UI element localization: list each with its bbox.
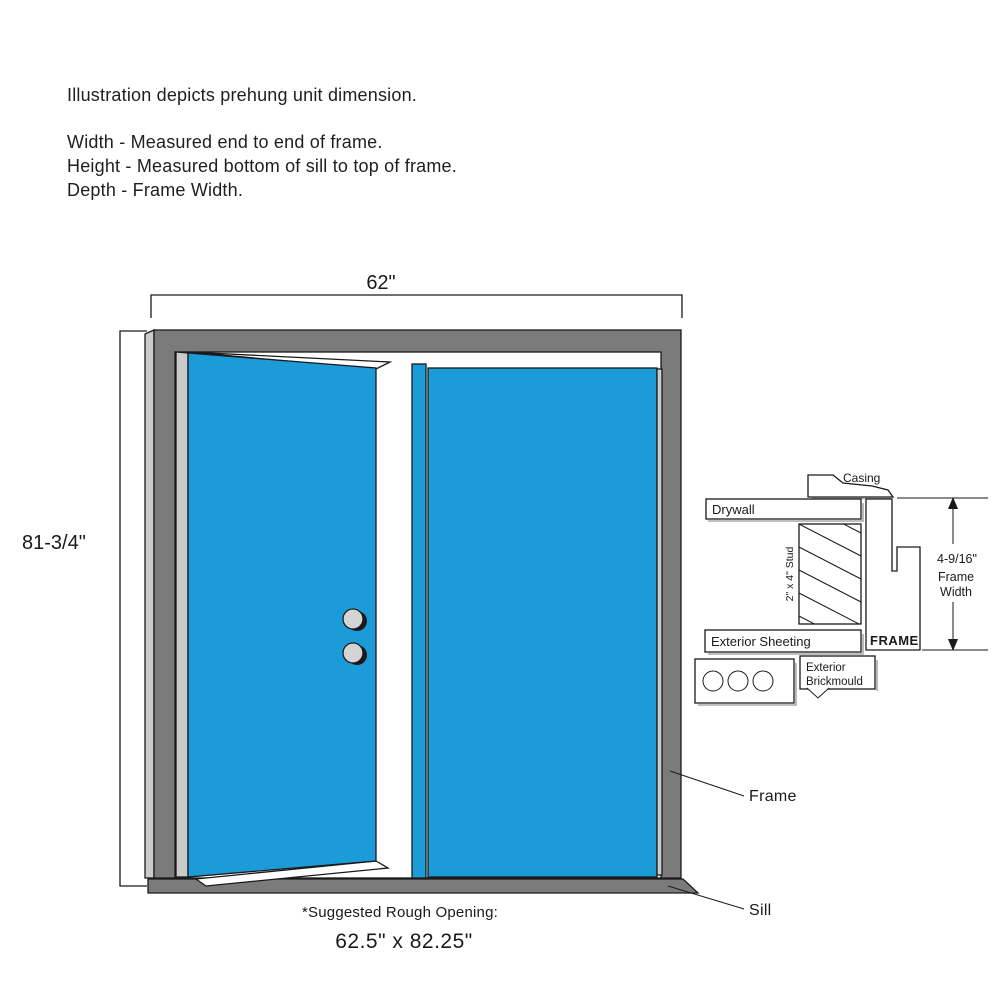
door-right-closed xyxy=(428,368,657,877)
brickmould-pointer-fill xyxy=(807,688,829,699)
rough-opening xyxy=(302,904,498,953)
deadbolt-knob xyxy=(343,609,363,629)
brickmould-profile-box xyxy=(695,659,794,703)
description-height: Height - Measured bottom of sill to top of frame. xyxy=(67,156,457,176)
astragal xyxy=(412,364,426,878)
open-door-hinge-edge xyxy=(176,352,188,877)
frame-callout-label: Frame xyxy=(749,788,797,805)
frame-width-value: 4-9/16" xyxy=(937,552,977,566)
frame-left-bevel xyxy=(145,330,154,878)
arrow-up-icon xyxy=(948,497,958,509)
callouts xyxy=(668,771,797,919)
frame-profile xyxy=(866,499,920,650)
brickmould-label-line1: Exterior xyxy=(806,662,846,674)
prehung-unit xyxy=(145,330,698,893)
rough-opening-caption: *Suggested Rough Opening: xyxy=(302,904,498,921)
height-dimension-label: 81-3/4" xyxy=(22,532,86,554)
exterior-sheeting-label: Exterior Sheeting xyxy=(711,634,811,649)
description-title: Illustration depicts prehung unit dimension. xyxy=(67,85,418,105)
sill-callout-leader xyxy=(668,886,744,909)
frame-width-word2: Width xyxy=(940,585,972,599)
door-knob xyxy=(343,643,363,663)
drywall-label: Drywall xyxy=(712,502,755,517)
cross-section-detail xyxy=(695,471,988,705)
rough-opening-value: 62.5" x 82.25" xyxy=(335,930,473,953)
description-depth: Depth - Frame Width. xyxy=(67,180,244,200)
frame-profile-label: FRAME xyxy=(870,633,919,648)
arrow-down-icon xyxy=(948,639,958,651)
frame-width-word1: Frame xyxy=(937,570,975,584)
brickmould-label-line2: Brickmould xyxy=(806,676,863,688)
width-dimension-label: 62" xyxy=(366,272,396,294)
height-dimension-line xyxy=(120,331,147,886)
sill-callout-label: Sill xyxy=(749,902,772,919)
door-right-edge-strip xyxy=(657,369,662,875)
casing-label: Casing xyxy=(843,471,881,485)
width-dimension-line xyxy=(151,295,682,318)
description-width: Width - Measured end to end of frame. xyxy=(67,132,383,152)
stud-label: 2" x 4" Stud xyxy=(784,546,796,602)
